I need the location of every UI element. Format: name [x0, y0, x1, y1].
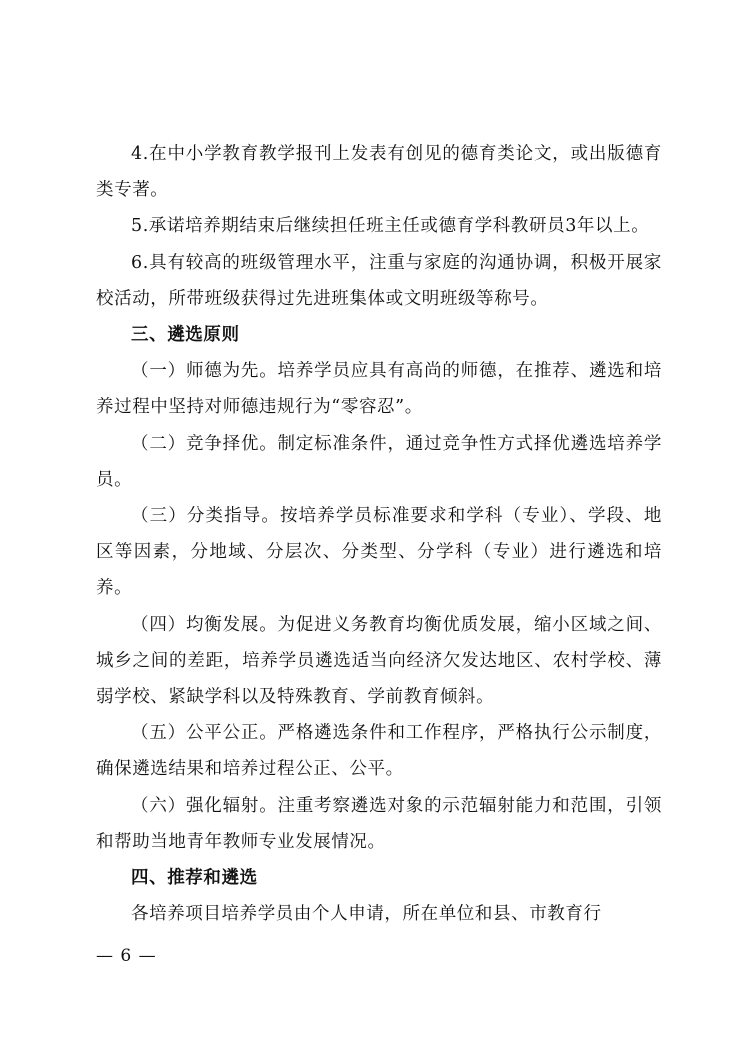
- document-body: [96, 136, 662, 932]
- recommendation-paragraph: 各培养项目培养学员由个人申请，所在单位和县、市教育行: [131, 904, 602, 925]
- paragraph-item-6: 6.具有较高的班级管理水平，注重与家庭的沟通协调，积极开展家校活动，所带班级获得过先进班集体或文明班级等称号。: [96, 252, 662, 309]
- principle-1: （一）师德为先。培养学员应具有高尚的师德，在推荐、遴选和培养过程中坚持对师德违规行为“零容忍”。: [96, 361, 662, 418]
- section-heading-4: 四、推荐和遴选: [131, 868, 258, 889]
- principle-6: （六）强化辐射。注重考察遴选对象的示范辐射能力和范围，引领和帮助当地青年教师专业发展情况。: [96, 795, 662, 852]
- section-heading-3: 三、遴选原则: [131, 325, 240, 346]
- paragraph-item-4: 4.在中小学教育教学报刊上发表有创见的德育类论文，或出版德育类专著。: [96, 144, 662, 201]
- principle-2: （二）竞争择优。制定标准条件，通过竞争性方式择优遴选培养学员。: [96, 433, 662, 490]
- principle-4: （四）均衡发展。为促进义务教育均衡优质发展，缩小区域之间、城乡之间的差距，培养学员遴选适当向经济欠发达地区、农村学校、薄弱学校、紧缺学科以及特殊教育、学前教育倾斜。: [96, 614, 662, 708]
- page-number: — 6 —: [96, 946, 157, 966]
- principle-5: （五）公平公正。严格遴选条件和工作程序，严格执行公示制度，确保遴选结果和培养过程公正、公平。: [96, 723, 662, 780]
- paragraph-item-5: 5.承诺培养期结束后继续担任班主任或德育学科教研员3年以上。: [131, 216, 650, 237]
- principle-3: （三）分类指导。按培养学员标准要求和学科（专业）、学段、地区等因素，分地域、分层次、分类型、分学科（专业）进行遴选和培养。: [96, 506, 662, 599]
